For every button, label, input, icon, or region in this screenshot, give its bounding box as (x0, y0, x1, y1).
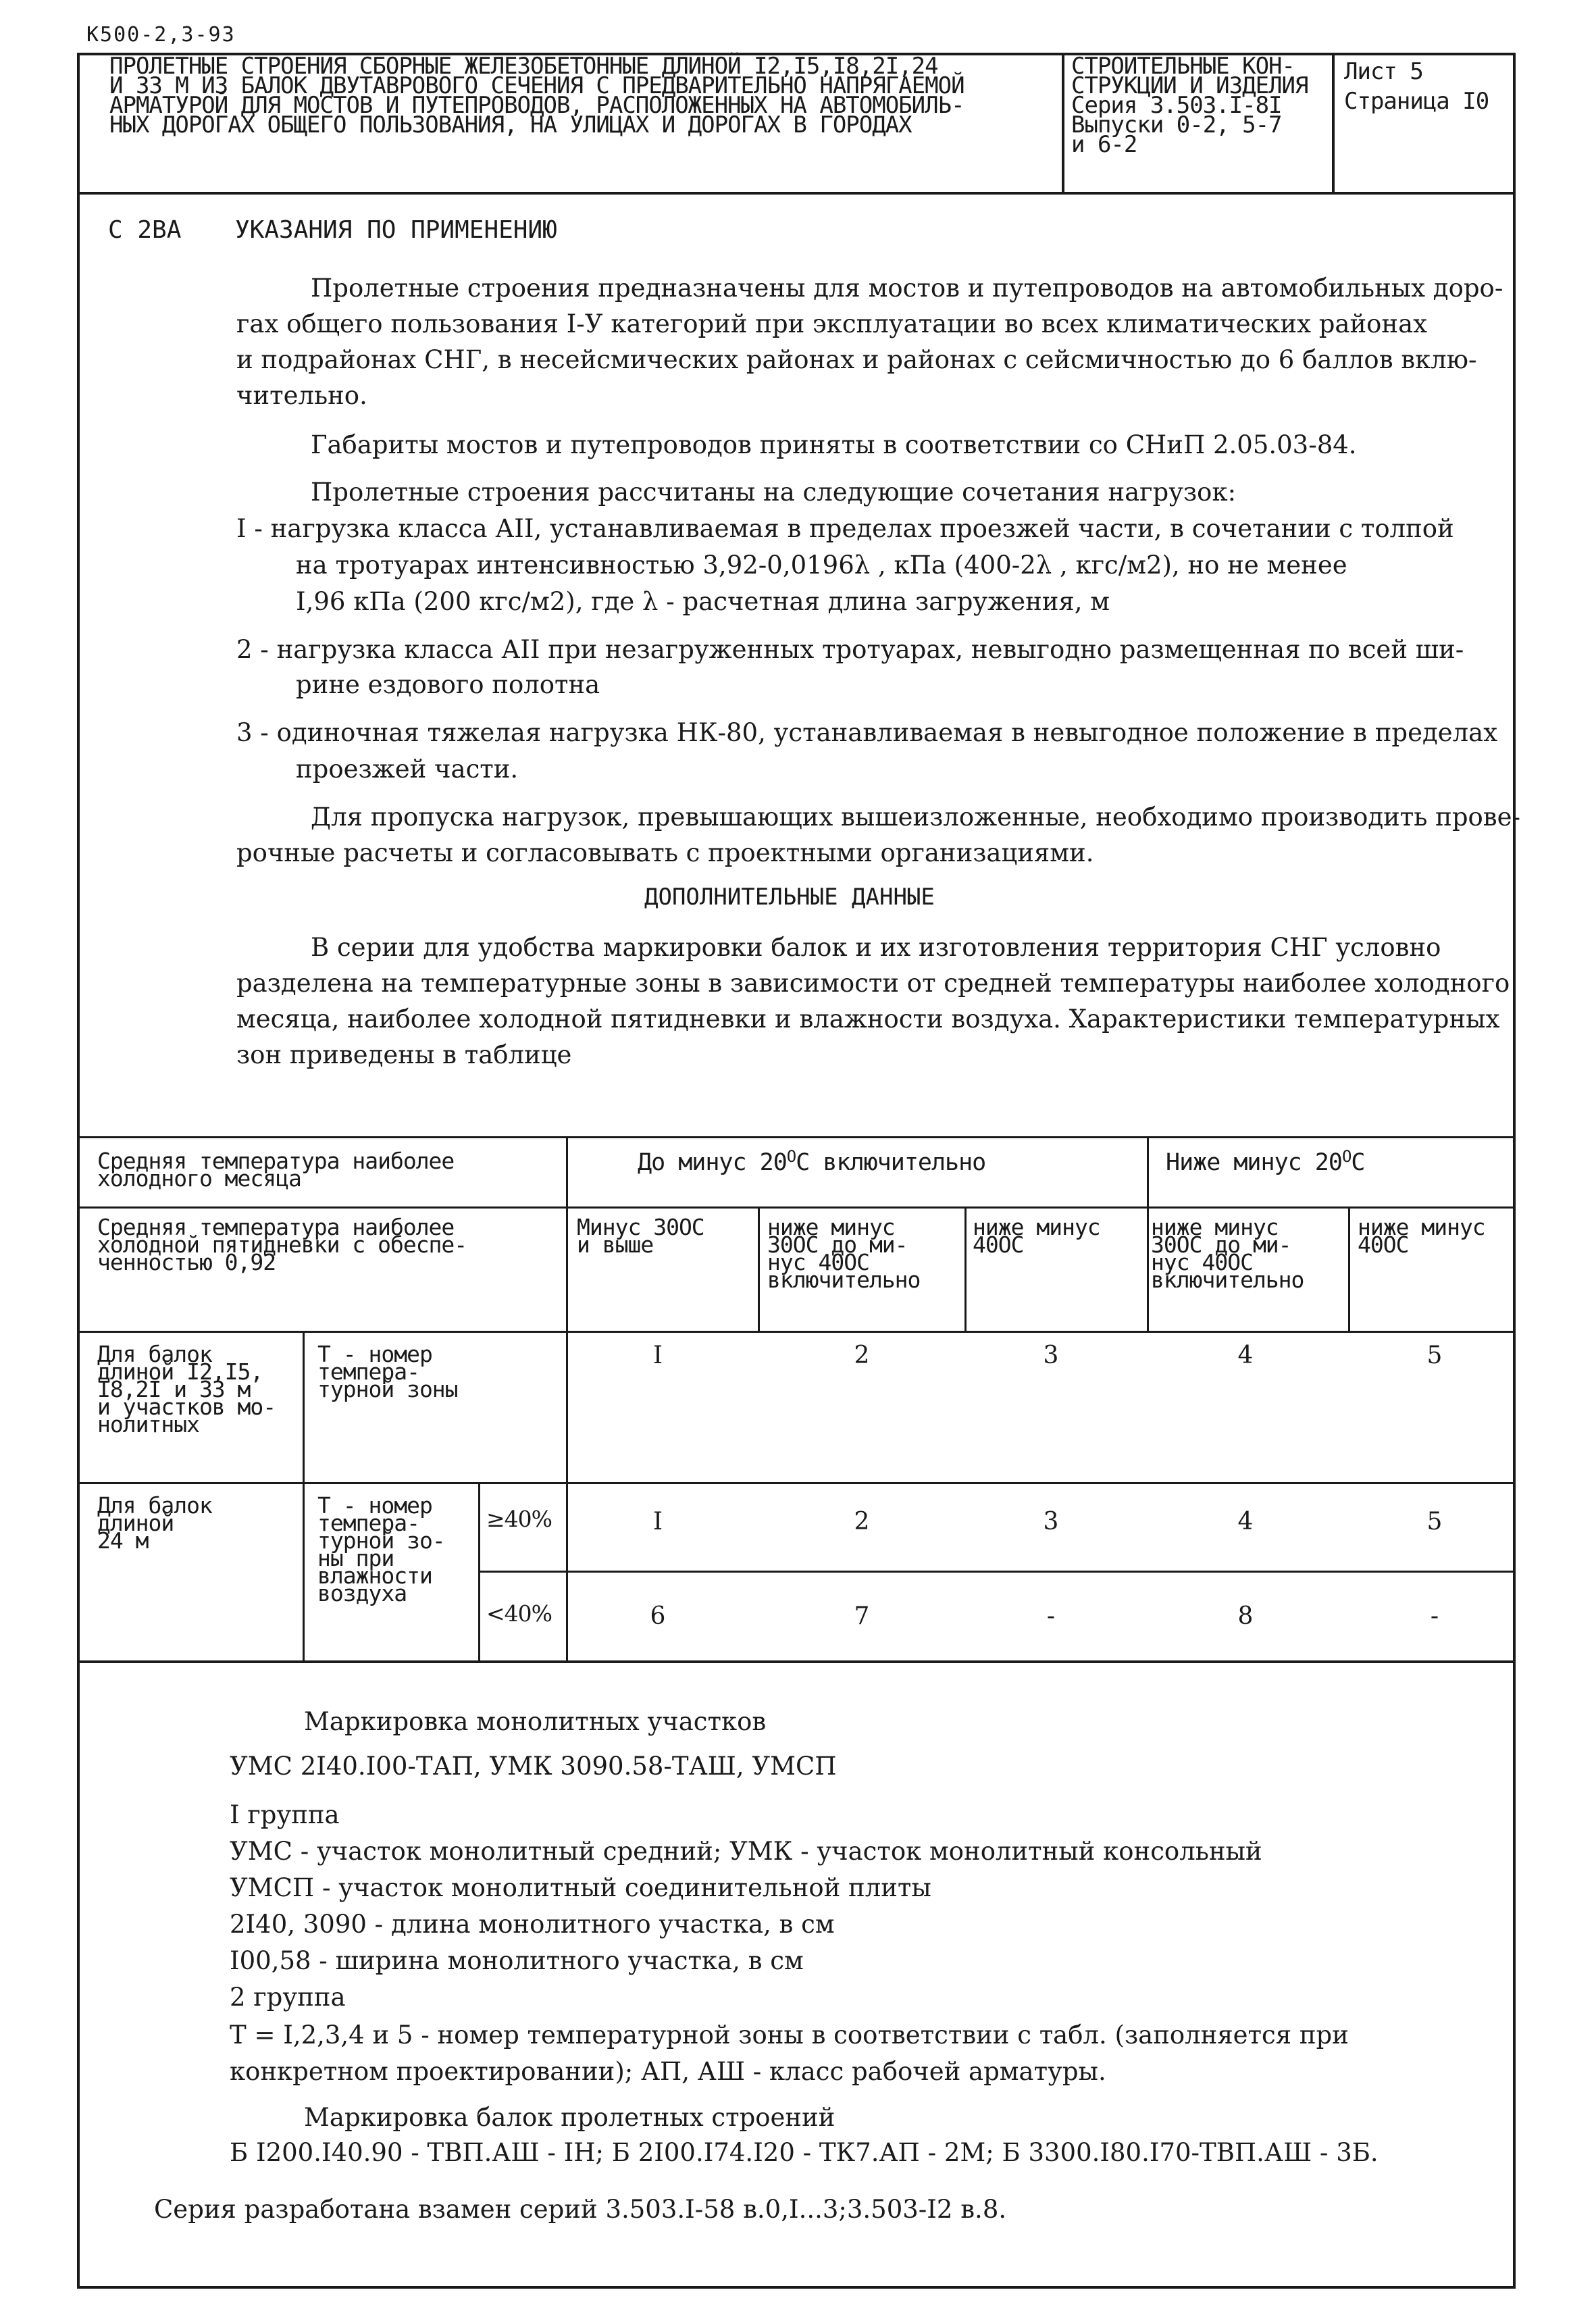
row4-value: 6 (650, 1602, 666, 1630)
humidity-low: <40% (486, 1600, 552, 1627)
row1-label: Средняя температура наиболее холодного месяца (97, 1148, 455, 1192)
marking-line: УМСП - участок монолитный соединительной плиты (230, 1873, 931, 1902)
row4-value: - (1046, 1602, 1056, 1630)
paragraph-line: зон приведены в таблице (236, 1040, 572, 1069)
paragraph-line: Пролетные строения предназначены для мостов и путепроводов на автомобильных доро- (311, 274, 1503, 303)
footer-note: Серия разработана взамен серий 3.503.I-58 в.0,I...3;3.503-I2 в.8. (154, 2195, 1007, 2224)
row3-value: 3 (1043, 1342, 1059, 1369)
paragraph-line: на тротуарах интенсивностью 3,92-0,0196λ , кПа (400-2λ , кгс/м2), но не менее (296, 551, 1347, 580)
paragraph-line: 2 - нагрузка класса АII при незагруженных тротуарах, невыгодно размещенная по всей ши- (236, 635, 1464, 664)
row2-col-5: ниже минус 40ОС (1358, 1214, 1485, 1258)
paragraph-line: и подрайонах СНГ, в несейсмических районах и районах с сейсмичностью до 6 баллов вклю- (236, 345, 1477, 374)
row4-value: 7 (854, 1602, 870, 1630)
paragraph-line: разделена на температурные зоны в зависимости от средней температуры наиболее холодного (236, 969, 1510, 998)
row3-value: 4 (1237, 1342, 1254, 1369)
marking-line: Б I200.I40.90 - ТВП.АШ - IН; Б 2I00.I74.I20 - ТК7.АП - 2М; Б 3300.I80.I70-ТВП.АШ - 3Б. (230, 2138, 1379, 2167)
title-block-series (1064, 53, 1335, 192)
paragraph-line: гах общего пользования I-У категорий при эксплуатации во всех климатических районах (236, 309, 1427, 338)
paragraph-line: В серии для удобства маркировки балок и их изготовления территория СНГ условно (311, 933, 1441, 962)
row4-label-a: Для балок длиной 24 м (97, 1492, 212, 1554)
paragraph-line: чительно. (236, 381, 367, 410)
row4-value: 8 (1237, 1602, 1254, 1630)
main-title: ПРОЛЕТНЫЕ СТРОЕНИЯ СБОРНЫЕ ЖЕЛЕЗОБЕТОННЫЕ ДЛИНОЙ I2,I5,I8,2I,24 И 33 М ИЗ БАЛОК ДВУТАВРОВОГО СЕЧЕНИЯ С ПРЕДВАРИТЕЛЬНО НАПРЯГАЕМОЙ АРМАТУРОЙ ДЛЯ МОСТОВ И ПУТЕПРОВОДОВ, РАСПОЛОЖЕННЫХ НА АВТОМОБИЛЬ- НЫХ ДОРОГАХ ОБЩЕГО ПОЛЬЗОВАНИЯ, НА УЛИЦАХ И ДОРОГАХ В ГОРОДАХ (109, 53, 964, 138)
marking-line: I группа (230, 1800, 340, 1829)
row2-col-4: ниже минус 30ОС до ми- нус 40ОС включительно (1151, 1214, 1304, 1293)
section-heading: УКАЗАНИЯ ПО ПРИМЕНЕНИЮ (235, 216, 557, 244)
marking-line: Маркировка балок пролетных строений (304, 2103, 835, 2132)
row2-col-1: Минус 30ОС и выше (577, 1214, 704, 1258)
row4-value: 3 (1043, 1508, 1059, 1535)
marking-line: Т = I,2,3,4 и 5 - номер температурной зоны в соответствии с табл. (заполняется при (230, 2020, 1349, 2050)
row2-col-2: ниже минус 30ОС до ми- нус 40ОС включительно (767, 1214, 921, 1293)
row2-col-3: ниже минус 40ОС (973, 1214, 1100, 1258)
row1-header-a: До минус $20^ОС$ включительно (638, 1147, 986, 1176)
temperature-zone-table (77, 1136, 1516, 1660)
paragraph-line: проезжей части. (296, 755, 519, 784)
row3-label-a: Для балок длиной I2,I5, I8,2I и 33 м и участков мо- нолитных (97, 1341, 276, 1438)
row4-value: I (652, 1508, 663, 1535)
row2-label: Средняя температура наиболее холодной пятидневки с обеспе- ченностью 0,92 (97, 1214, 467, 1275)
marking-line: I00,58 - ширина монолитного участка, в см (230, 1946, 804, 1975)
row4-value: 2 (854, 1508, 870, 1535)
row4-value: - (1430, 1602, 1439, 1630)
humidity-high: ≥40% (486, 1506, 552, 1532)
row4-value: 5 (1426, 1508, 1443, 1535)
marking-line: УМС - участок монолитный средний; УМК - участок монолитный консольный (230, 1837, 1262, 1866)
document-code: К500-2,3-93 (86, 23, 236, 47)
row3-value: 5 (1426, 1342, 1443, 1369)
marking-line: конкретном проектировании); АП, АШ - класс рабочей арматуры. (230, 2057, 1106, 2086)
paragraph-line: 3 - одиночная тяжелая нагрузка НК-80, устанавливаемая в невыгодное положение в пределах (236, 718, 1498, 747)
marking-line: Маркировка монолитных участков (304, 1707, 767, 1736)
row4-label-b: Т - номер темпера- турной зо- ны при влажности воздуха (317, 1492, 445, 1606)
paragraph-line: I - нагрузка класса АII, устанавливаемая в пределах проезжей части, в сочетании с толпой (236, 514, 1454, 543)
series-info: СТРОИТЕЛЬНЫЕ КОН- СТРУКЦИИ И ИЗДЕЛИЯ Серия 3.503.I-8I Выпуски 0-2, 5-7 и 6-2 (1071, 53, 1308, 158)
paragraph-line: I,96 кПа (200 кгс/м2), где λ - расчетная длина загружения, м (296, 587, 1110, 616)
subheading: ДОПОЛНИТЕЛЬНЫЕ ДАННЫЕ (644, 884, 935, 911)
row3-value: 2 (854, 1342, 870, 1369)
paragraph-line: рочные расчеты и согласовывать с проектными организациями. (236, 838, 1094, 867)
paragraph-line: Пролетные строения рассчитаны на следующие сочетания нагрузок: (311, 478, 1237, 507)
paragraph-line: месяца, наиболее холодной пятидневки и влажности воздуха. Характеристики температурных (236, 1005, 1500, 1034)
marking-line: 2I40, 3090 - длина монолитного участка, в см (230, 1910, 835, 1939)
sheet-info: Лист 5 Страница I0 (1344, 58, 1489, 115)
paragraph-line: Габариты мостов и путепроводов приняты в соответствии со СНиП 2.05.03-84. (311, 430, 1357, 459)
section-code: С 2ВА (108, 216, 182, 244)
row4-value: 4 (1237, 1508, 1254, 1535)
row3-value: I (652, 1342, 663, 1369)
paragraph-line: рине ездового полотна (296, 670, 600, 699)
title-block (77, 53, 1516, 195)
marking-line: УМС 2I40.I00-ТАП, УМК 3090.58-ТАШ, УМСП (230, 1752, 837, 1781)
title-block-main (77, 53, 1064, 192)
row1-header-b: Ниже минус $20^ОС$ (1166, 1147, 1365, 1176)
paragraph-line: Для пропуска нагрузок, превышающих вышеизложенные, необходимо производить прове- (311, 803, 1521, 832)
row3-label-b: Т - номер темпера- турной зоны (317, 1341, 458, 1402)
marking-line: 2 группа (230, 1983, 346, 2012)
title-block-sheet (1335, 53, 1512, 192)
